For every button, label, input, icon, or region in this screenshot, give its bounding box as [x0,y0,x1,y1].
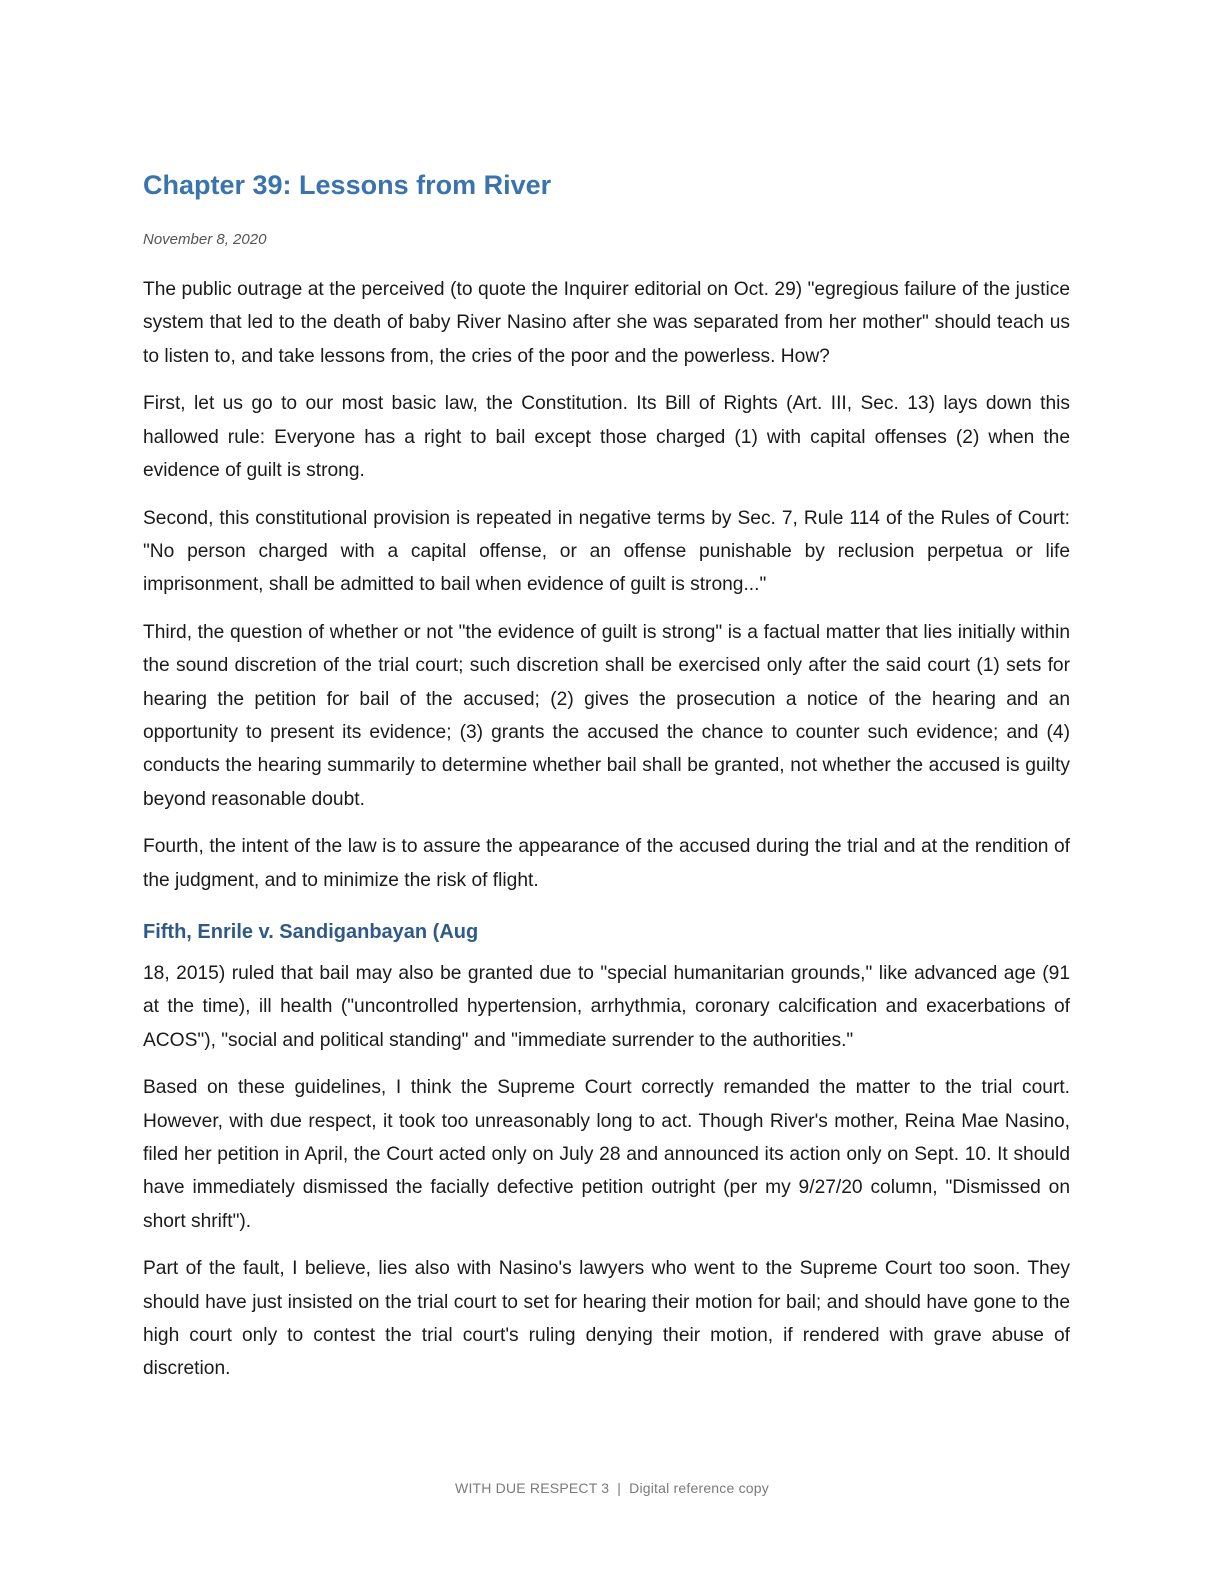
paragraph-fault: Part of the fault, I believe, lies also with Nasino's lawyers who went to the Supreme Court too soon. They should have just insisted on the trial court to set for hearing their motion for bail; and should have gone to the high court only to contest the trial court's ruling denying their motion, if rendered with grave abuse of discretion. [143,1258,1070,1380]
page-footer [0,1480,1224,1496]
paragraph-first: First, let us go to our most basic law, the Constitution. Its Bill of Rights (Art. III, Sec. 13) lays down this hallowed rule: Everyone has a right to bail except those charged (1) with capital offenses (2) when the evidence of guilt is strong. [143,393,1070,481]
paragraph-third: Third, the question of whether or not "the evidence of guilt is strong" is a factual matter that lies initially within the sound discretion of the trial court; such discretion shall be exercised only after the said court (1) sets for hearing the petition for bail of the accused; (2) gives the prosecution a notice of the hearing and an opportunity to present its evidence; (3) grants the accused the chance to counter such evidence; and (4) conducts the hearing summarily to determine whether bail shall be granted, not whether the accused is guilty beyond reasonable doubt. [143,622,1070,810]
article-body [143,273,1070,1400]
paragraph-second: Second, this constitutional provision is repeated in negative terms by Sec. 7, Rule 114 of the Rules of Court: "No person charged with a capital offense, or an offense punishable by reclusion perpetua or life imprisonment, shall be admitted to bail when evidence of guilt is strong..." [143,507,1070,596]
paragraph-fifth-continued: 18, 2015) ruled that bail may also be granted due to "special humanitarian grounds," like advanced age (91 at the time), ill health ("uncontrolled hypertension, arrhythmia, coronary calcification and exacerbations of ACOS"), "social and political standing" and "immediate surrender to the authorities." [143,963,1070,1051]
paragraph-guidelines: Based on these guidelines, I think the Supreme Court correctly remanded the matter to the trial court. However, with due respect, it took too unreasonably long to act. Though River's mother, Reina Mae Nasino, filed her petition in April, the Court acted only on July 28 and announced its action only on Sept. 10. It should have immediately dismissed the facially defective petition outright (per my 9/27/20 column, "Dismissed on short shrift"). [143,1077,1070,1232]
paragraph-intro: The public outrage at the perceived (to quote the Inquirer editorial on Oct. 29) "egregious failure of the justice system that led to the death of baby River Nasino after she was separated from her mother" should teach us to listen to, and take lessons from, the cries of the poor and the powerless. How? [143,279,1070,367]
paragraph-fourth: Fourth, the intent of the law is to assure the appearance of the accused during the trial and at the rendition of the judgment, and to minimize the risk of flight. [143,836,1070,891]
footer-separator: | [617,1480,622,1496]
footer-note: Digital reference copy [629,1480,769,1496]
chapter-title: Chapter 39: Lessons from River [143,170,552,200]
chapter-date: November 8, 2020 [143,231,267,248]
footer-book-title: WITH DUE RESPECT 3 [455,1480,610,1496]
section-subheading: Fifth, Enrile v. Sandiganbayan (Aug [143,921,479,944]
